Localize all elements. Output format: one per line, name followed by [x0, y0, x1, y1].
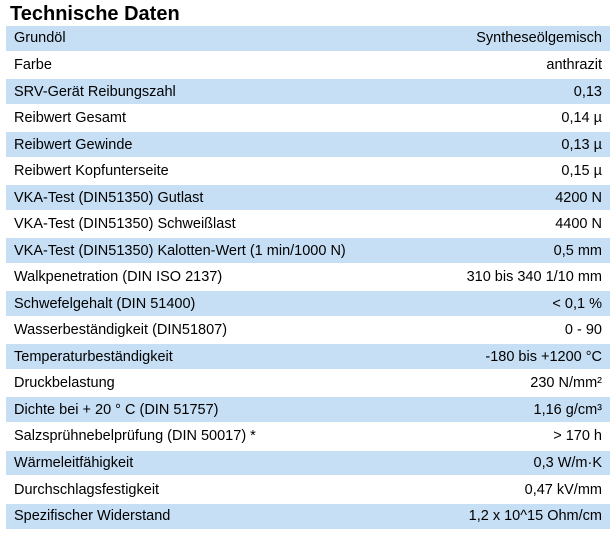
table-row [6, 291, 610, 316]
row-label: Reibwert Gesamt [14, 110, 127, 127]
page-title: Technische Daten [10, 3, 180, 25]
row-label: Farbe [14, 57, 52, 73]
row-value: anthrazit [546, 57, 602, 73]
row-value: Syntheseölgemisch [476, 30, 602, 47]
row-value: 230 N/mm² [530, 375, 602, 392]
row-value: -180 bis +1200 °C [485, 348, 602, 365]
row-value: > 170 h [553, 428, 602, 445]
row-label: Wärmeleitfähigkeit [14, 454, 134, 471]
row-label: Walkpenetration (DIN ISO 2137) [14, 269, 223, 286]
row-label: Spezifischer Widerstand [14, 508, 171, 525]
row-value: 4400 N [555, 216, 602, 233]
row-value: 1,2 x 10^15 Ohm/cm [468, 508, 602, 525]
row-label: VKA-Test (DIN51350) Gutlast [14, 189, 204, 206]
table-row [6, 212, 610, 237]
table-row [6, 26, 610, 51]
row-label: Dichte bei + 20 ° C (DIN 51757) [14, 401, 219, 418]
table-row [6, 265, 610, 290]
row-value: 0,15 µ [561, 163, 602, 180]
table-row [6, 79, 610, 104]
table-row [6, 238, 610, 263]
row-label: Durchschlagsfestigkeit [14, 481, 160, 498]
row-value: 0,47 kV/mm [524, 481, 602, 498]
row-label: VKA-Test (DIN51350) Schweißlast [14, 216, 236, 233]
row-value: 1,16 g/cm³ [533, 401, 602, 418]
row-label: SRV-Gerät Reibungszahl [14, 83, 176, 100]
row-value: 4200 N [555, 189, 602, 206]
table-row [6, 106, 610, 131]
row-label: Wasserbeständigkeit (DIN51807) [14, 322, 228, 339]
row-value: 0,14 µ [561, 110, 602, 127]
table-row [6, 53, 610, 78]
table-row [6, 477, 610, 502]
table-row [6, 397, 610, 422]
row-label: Salzsprühnebelprüfung (DIN 50017) * [14, 428, 256, 445]
table-row [6, 504, 610, 529]
row-value: 0,3 W/m·K [533, 454, 602, 471]
table-row [6, 424, 610, 449]
row-label: Temperaturbeständigkeit [14, 348, 173, 365]
row-value: 0,13 [573, 83, 602, 100]
table-row [6, 185, 610, 210]
row-label: Druckbelastung [14, 375, 115, 392]
row-label: VKA-Test (DIN51350) Kalotten-Wert (1 min/1000 N) [14, 242, 346, 259]
spec-table [6, 26, 610, 530]
table-row [6, 159, 610, 184]
row-label: Schwefelgehalt (DIN 51400) [14, 295, 196, 312]
row-value: 310 bis 340 1/10 mm [466, 269, 602, 286]
row-value: 0 - 90 [564, 322, 602, 339]
table-row [6, 451, 610, 476]
table-row [6, 371, 610, 396]
row-label: Reibwert Gewinde [14, 136, 133, 153]
table-row [6, 132, 610, 157]
table-row [6, 344, 610, 369]
row-label: Reibwert Kopfunterseite [14, 163, 169, 180]
row-value: 0,5 mm [553, 242, 602, 259]
row-value: < 0,1 % [552, 295, 602, 312]
row-value: 0,13 µ [561, 136, 602, 153]
table-row [6, 318, 610, 343]
row-label: Grundöl [14, 30, 66, 47]
